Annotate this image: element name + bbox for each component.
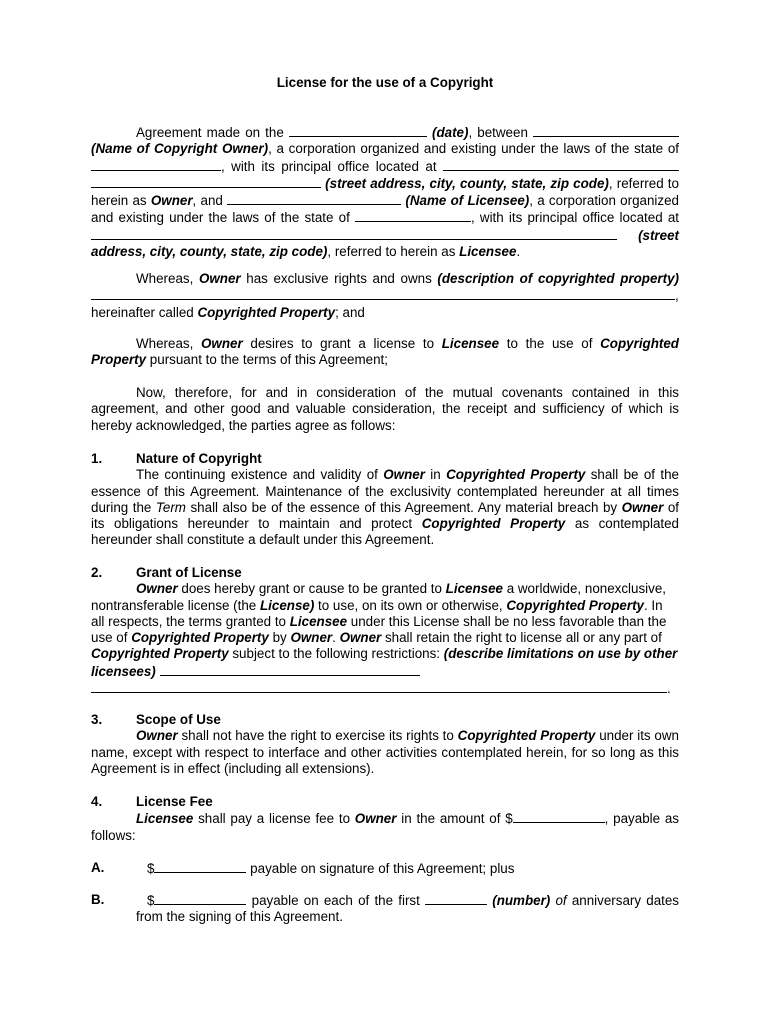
fee-a-amount-blank[interactable] [154, 860, 246, 873]
fee-b-amount-blank[interactable] [154, 892, 246, 905]
property-description-blank[interactable] [91, 287, 675, 300]
section-2-body: Owner does hereby grant or cause to be granted to Licensee a worldwide, nonexclusive, nontransferable license (the License) to use, on its own or otherwise, Copyrighted Property. In all respects, the terms granted to Licensee under this License shall be no less favorable than the use of Copyrighted Property by Owner. Owner shall retain the right to license all or any part of Copyrighted Property subject to the following restrictions: (describe limitations on use by other licensees) [91, 581, 678, 679]
whereas-paragraph-1: Whereas, Owner has exclusive rights and owns (description of copyrighted property) , hereinafter called Copyrighted Property; and [91, 271, 679, 320]
licensee-state-blank[interactable] [355, 209, 471, 222]
fee-amount-blank[interactable] [513, 810, 605, 823]
date-blank[interactable] [289, 124, 427, 137]
restrictions-blank-2[interactable] [91, 680, 667, 693]
now-therefore-paragraph: Now, therefore, for and in consideration of the mutual covenants contained in this agreement, and other good and valuable consideration, the receipt and sufficiency of which is hereby acknowledged, the parties agree as follows: [91, 385, 679, 433]
section-2-heading: 2. Grant of License [91, 565, 242, 580]
licensee-address-blank[interactable] [91, 227, 617, 240]
restrictions-blank[interactable] [160, 663, 420, 676]
intro-paragraph: Agreement made on the (date), between (Name of Copyright Owner), a corporation organized and existing under the laws of the state of , with its principal office located at (street address, city, county, state, zip code), referred to herein as Owner, and (Name of Licensee), a corporation organized and existing under the laws of the state of , with its principal office located at (street address, city, county, state, zip code), referred to herein as Licensee. [91, 125, 680, 260]
section-1-heading: 1. Nature of Copyright [91, 451, 262, 466]
section-4-heading: 4. License Fee [91, 794, 213, 809]
owner-address-blank[interactable] [443, 158, 679, 171]
section-3 [91, 712, 679, 777]
section-4-body: Licensee shall pay a license fee to Owner in the amount of $ , payable as follows: [91, 811, 679, 843]
document-title: License for the use of a Copyright [276, 75, 494, 90]
whereas-paragraph-2: Whereas, Owner desires to grant a license to Licensee to the use of Copyrighted Property pursuant to the terms of this Agreement; [91, 336, 679, 368]
owner-state-blank[interactable] [91, 158, 221, 171]
anniversary-count-blank[interactable] [425, 892, 487, 905]
section-2: 2. Grant of License Owner does hereby grant or cause to be granted to Licensee a worldwide, nonexclusive, nontransferable license (the License) to use, on its own or otherwise, Copyrighted Property. In all respects, the terms granted to Licensee under this License shall be no less favorable than the use of Copyrighted Property by Owner. Owner shall retain the right to license all or any part of Copyrighted Property subject to the following restrictions: (describe limitations on use by other licensees) . [91, 565, 678, 697]
fee-item-a: A. $ payable on signature of this Agreement; plus [91, 860, 515, 876]
section-1 [91, 451, 679, 549]
section-4 [91, 794, 679, 844]
fee-item-b: B. $ payable on each of the first (number) of anniversary dates from the signing of this Agreement. [91, 892, 680, 925]
owner-address-blank-2[interactable] [91, 175, 321, 188]
section-3-body: Owner shall not have the right to exercise its rights to Copyrighted Property under its own name, except with respect to interface and other activities contemplated herein, for so long as this Agreement is in effect (including all extensions). [91, 728, 679, 776]
licensee-name-blank[interactable] [227, 192, 401, 205]
section-3-heading: 3. Scope of Use [91, 712, 221, 727]
section-1-body: The continuing existence and validity of Owner in Copyrighted Property shall be of the essence of this Agreement. Maintenance of the exclusivity contemplated hereunder at all times during the Term shall also be of the essence of this Agreement. Any material breach by Owner of its obligations hereunder to maintain and protect Copyrighted Property as contemplated hereunder shall constitute a default under this Agreement. [91, 467, 680, 548]
owner-name-blank[interactable] [533, 124, 679, 137]
